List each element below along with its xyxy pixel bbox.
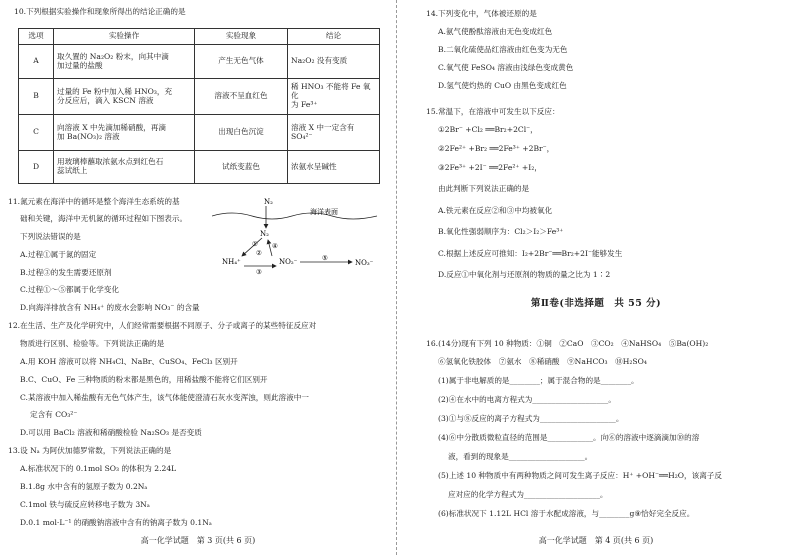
q14-line: 14.下列变化中，气体被还原的是 <box>426 9 537 18</box>
q16-line: 16.(14分)现有下列 10 种物质：①铜 ②CaO ③CO₂ ④NaHSO₄ ⑤Ba(OH)₂ <box>426 339 709 348</box>
q11-line: 础和关键，海洋中无机氮的循环过程如下图表示。 <box>20 214 188 223</box>
q12-line: 物质进行区别、检验等。下列说法正确的是 <box>20 339 165 348</box>
q10-stem: 10.下列根据实验操作和现象所得出的结论正确的是 <box>14 7 186 16</box>
no3-label: NO₃⁻ <box>355 259 374 267</box>
table-row <box>19 151 380 184</box>
table-row <box>19 45 380 79</box>
q15-reaction: ①2Br⁻ +Cl₂ ══Br₂+2Cl⁻， <box>438 125 538 134</box>
nh4-label: NH₄⁺ <box>222 258 241 266</box>
q15-option: C.根据上述反应可推知：I₂+2Br⁻══Br₂+2I⁻能够发生 <box>438 249 623 258</box>
nitrogen-cycle-diagram <box>212 198 392 278</box>
q12-option: 定含有 CO₃²⁻ <box>30 410 78 419</box>
operation-cell: 向溶液 X 中先滴加稀硝酸，再滴 加 Ba(NO₃)₂ 溶液 <box>54 115 195 151</box>
q11-option: A.过程①属于氮的固定 <box>20 250 97 259</box>
q11-option: C.过程①～⑤都属于化学变化 <box>20 285 120 294</box>
page-divider <box>396 0 397 555</box>
q14-option: B.二氧化硫使品红溶液由红色变为无色 <box>438 45 568 54</box>
q16-subquestion: (4)⑥中分散质微粒直径的范围是____________。向⑥的溶液中逐滴滴加⑩的溶 <box>438 433 700 442</box>
q16-line: ⑥氢氧化铁胶体 ⑦氨水 ⑧稀硝酸 ⑨NaHCO₃ ⑩H₂SO₄ <box>438 357 647 366</box>
operation-cell: 过量的 Fe 粉中加入稀 HNO₃，充 分反应后，滴入 KSCN 溶液 <box>54 79 195 115</box>
operation-cell: 用玻璃棒蘸取浓氨水点到红色石 蕊试纸上 <box>54 151 195 184</box>
step-1-label: ① <box>252 240 258 248</box>
q12-line: 12.在生活、生产及化学研究中，人们经常需要根据不同原子、分子或离子的某些特征反应对 <box>8 321 317 330</box>
conclusion-cell: 浓氨水呈碱性 <box>288 151 380 184</box>
q12-option: D.可以用 BaCl₂ 溶液和稀硝酸检验 Na₂SO₃ 是否变质 <box>20 428 202 437</box>
step-2-label: ② <box>256 249 262 257</box>
q13-option: D.0.1 mol·L⁻¹ 的硝酸钠溶液中含有的钠离子数为 0.1Nₐ <box>20 518 212 527</box>
q10-table <box>18 28 380 184</box>
section-title: 第Ⅱ卷(非选择题 共 55 分) <box>530 298 662 309</box>
q15-reaction: ③2Fe³⁺ +2I⁻ ══2Fe²⁺ +I₂， <box>438 163 542 172</box>
option-cell: C <box>19 115 54 151</box>
phenomenon-cell: 产生无色气体 <box>195 45 288 79</box>
q15-option: B.氧化性强弱顺序为：Cl₂＞I₂＞Fe³⁺ <box>438 227 564 236</box>
conclusion-cell: 稀 HNO₃ 不能将 Fe 氧化 为 Fe³⁺ <box>288 79 380 115</box>
table-header: 结论 <box>288 29 380 45</box>
table-header: 实验操作 <box>54 29 195 45</box>
q13-option: B.1.8g 水中含有的氢原子数为 0.2Nₐ <box>20 482 148 491</box>
step-5-label: ⑤ <box>322 254 328 262</box>
q15-option: D.反应①中氧化剂与还原剂的物质的量之比为 1∶2 <box>438 270 611 279</box>
q16-subquestion: (2)④在水中的电离方程式为____________________。 <box>438 395 616 404</box>
table-header: 选项 <box>19 29 54 45</box>
phenomenon-cell: 溶液不呈血红色 <box>195 79 288 115</box>
page-footer: 高一化学试题 第 3 页(共 6 页) <box>140 536 256 545</box>
option-cell: A <box>19 45 54 79</box>
q14-option: D.氢气使灼热的 CuO 由黑色变成红色 <box>438 81 567 90</box>
q14-option: C.氧气使 FeSO₄ 溶液由浅绿色变成黄色 <box>438 63 574 72</box>
n2-atmosphere-label: N₂ <box>264 198 273 206</box>
q15-reaction: ②2Fe²⁺ +Br₂ ══2Fe³⁺ +2Br⁻， <box>438 144 555 153</box>
q13-option: A.标准状况下的 0.1mol SO₃ 的体积为 2.24L <box>20 464 177 473</box>
table-row <box>19 79 380 115</box>
phenomenon-cell: 试纸变蓝色 <box>195 151 288 184</box>
sea-surface-wave <box>212 213 377 219</box>
q12-option: A.用 KOH 溶液可以将 NH₄Cl、NaBr、CuSO₄、FeCl₃ 区别开 <box>20 357 238 366</box>
q15-option: A.铁元素在反应②和③中均被氧化 <box>438 206 553 215</box>
q11-line: 下列说法错误的是 <box>20 232 81 241</box>
q16-subquestion: 应对应的化学方程式为____________________。 <box>448 490 608 499</box>
q14-option: A.氨气使酚酞溶液由无色变成红色 <box>438 27 553 36</box>
q13-option: C.1mol 铁与硫反应转移电子数为 3Nₐ <box>20 500 150 509</box>
conclusion-cell: 溶液 X 中一定含有 SO₄²⁻ <box>288 115 380 151</box>
q16-subquestion: 液，看到的现象是____________________。 <box>448 452 593 461</box>
step-4-label: ④ <box>272 242 278 250</box>
table-header: 实验现象 <box>195 29 288 45</box>
right-page <box>398 0 794 555</box>
q11-option: D.向海洋排放含有 NH₄⁺ 的废水会影响 NO₃⁻ 的含量 <box>20 303 200 312</box>
conclusion-cell: Na₂O₂ 没有变质 <box>288 45 380 79</box>
page-footer: 高一化学试题 第 4 页(共 6 页) <box>538 536 654 545</box>
no2-label: NO₂⁻ <box>279 258 298 266</box>
left-page <box>0 0 396 555</box>
n2-sea-label: N₂ <box>260 230 269 238</box>
option-cell: B <box>19 79 54 115</box>
sea-surface-label: 海洋表面 <box>310 208 338 216</box>
q11-line: 11.氮元素在海洋中的循环是整个海洋生态系统的基 <box>8 197 180 206</box>
q16-subquestion: (6)标准状况下 1.12L HCl 溶于水配成溶液，与________g⑨恰好完全反应。 <box>438 509 695 518</box>
operation-cell: 取久置的 Na₂O₂ 粉末，向其中滴 加过量的盐酸 <box>54 45 195 79</box>
q16-subquestion: (3)①与⑧反应的离子方程式为____________________。 <box>438 414 624 423</box>
step-3-label: ③ <box>256 268 262 276</box>
phenomenon-cell: 出现白色沉淀 <box>195 115 288 151</box>
q13-line: 13.设 Nₐ 为阿伏加德罗常数，下列说法正确的是 <box>8 446 172 455</box>
q15-line: 由此判断下列说法正确的是 <box>438 184 530 193</box>
table-row <box>19 115 380 151</box>
q15-line: 15.常温下，在溶液中可发生以下反应： <box>426 107 560 116</box>
q12-option: C.某溶液中加入稀盐酸有无色气体产生，该气体能使澄清石灰水变浑浊，则此溶液中一 <box>20 393 309 402</box>
q12-option: B.C、CuO、Fe 三种物质的粉末都是黑色的，用稀盐酸不能将它们区别开 <box>20 375 268 384</box>
q11-option: B.过程③的发生需要还原剂 <box>20 268 112 277</box>
q16-subquestion: (1)属于非电解质的是________；属于混合物的是________。 <box>438 376 639 385</box>
q16-subquestion: (5)上述 10 种物质中有两种物质之间可发生离子反应：H⁺ +OH⁻══H₂O，该离子反 <box>438 471 722 480</box>
option-cell: D <box>19 151 54 184</box>
